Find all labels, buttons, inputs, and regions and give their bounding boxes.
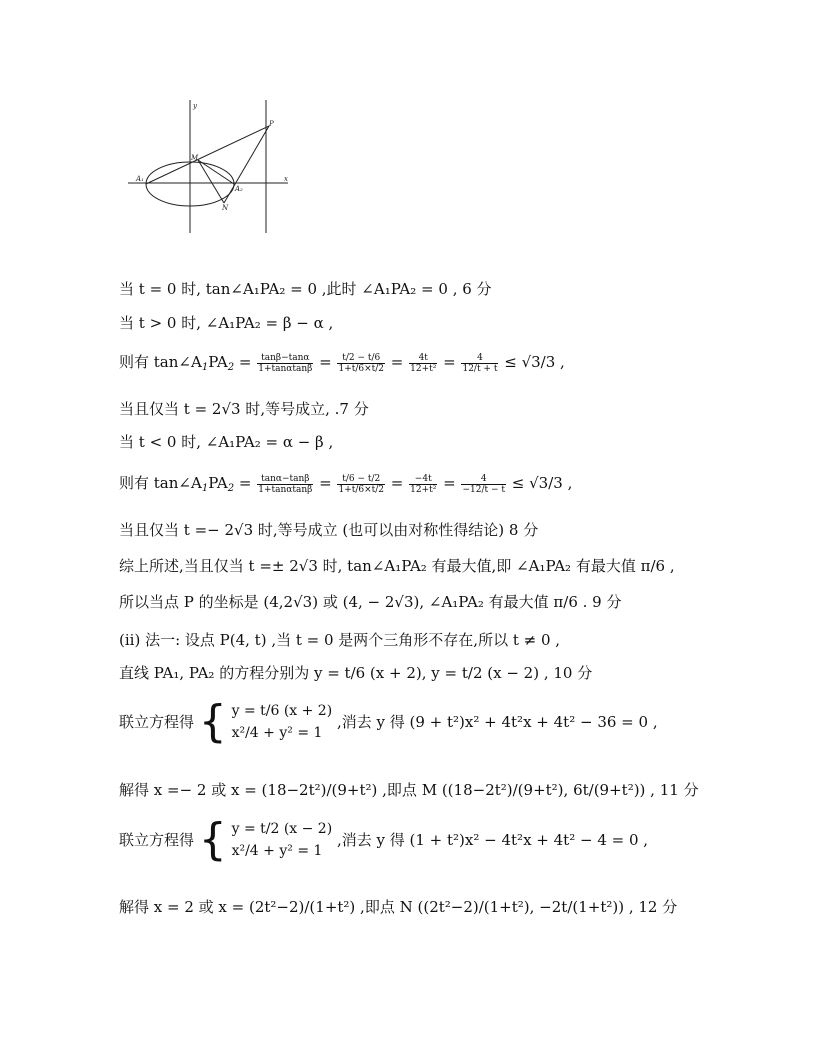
line-10: (ii) 法一: 设点 P(4, t) ,当 t = 0 是两个三角形不存在,所以 t ≠ 0 , [119,631,561,649]
line-6-tail: ≤ √3/3 , [511,474,573,492]
y-axis-label: y [193,102,197,110]
point-a1-label: A₁ [136,175,144,183]
line-6: 则有 $\tan\angle A_1PA_2$ = $\frac{\tan\alpha-\tan\beta}{1+\tan\alpha\tan\beta}$ = $\frac{t/6 - t/2}{1+t/6\times t/2}$ = $\frac{-4t}{\text{12+t²}}$ = $\frac{4}{-12/t - t}$ ≤ √3/3 , [119,473,573,495]
line-11: 直线 PA₁, PA₂ 的方程分别为 y = t/6 (x + 2), y = t/2 (x − 2) , 10 分 [119,664,593,682]
line-8: 综上所述,当且仅当 t =± 2√3 时, tan∠A₁PA₂ 有最大值,即 ∠A₁PA₂ 有最大值 π/6 , [119,557,675,575]
line-14 [119,814,649,865]
line-12 [119,696,658,747]
line-3-prefix: 则有 [119,353,150,371]
line-12-prefix: 联立方程得 [119,713,195,731]
point-a2-label: A₂ [235,185,243,193]
point-p-label: P [269,120,274,128]
line-4: 当且仅当 t = 2√3 时,等号成立, .7 分 [119,400,369,418]
line-5: 当 t < 0 时, ∠A₁PA₂ = α − β , [119,433,334,451]
line-6-prefix: 则有 [119,474,150,492]
ellipse-diagram [128,100,293,238]
point-m-label: M [191,154,199,162]
equation-system-2: y = t/2 (x − 2) x²/4 + y² = 1 [231,821,333,859]
left-brace-icon: { [198,696,227,747]
left-brace-icon: { [198,814,227,865]
line-1: 当 t = 0 时, tan∠A₁PA₂ = 0 ,此时 ∠A₁PA₂ = 0 , 6 分 [119,280,492,298]
line-2: 当 t > 0 时, ∠A₁PA₂ = β − α , [119,314,334,332]
line-m-n [198,160,224,203]
point-n-label: N [222,204,229,212]
line-3: 则有 $\tan\angle A_1PA_2$ = $\frac{\tan\beta-\tan\alpha}{1+\tan\alpha\tan\beta}$ = $\frac{t/2 - t/6}{1+t/6\times t/2}$ = $\frac{4t}{\text{12+t²}}$ = $\frac{4}{12/t + t}$ ≤ √3/3 , [119,352,565,374]
line-14-prefix: 联立方程得 [119,831,195,849]
equation-system-1: y = t/6 (x + 2) x²/4 + y² = 1 [231,703,333,741]
line-7: 当且仅当 t =− 2√3 时,等号成立 (也可以由对称性得结论) 8 分 [119,521,539,539]
line-3-tail: ≤ √3/3 , [504,353,565,371]
line-12-tail: ,消去 y 得 (9 + t²)x² + 4t²x + 4t² − 36 = 0 , [336,713,658,731]
line-14-tail: ,消去 y 得 (1 + t²)x² − 4t²x + 4t² − 4 = 0 , [336,831,649,849]
x-axis-label: x [284,175,288,183]
line-15: 解得 x = 2 或 x = (2t²−2)/(1+t²) ,即点 N ((2t²−2)/(1+t²), −2t/(1+t²)) , 12 分 [119,898,678,916]
line-13: 解得 x =− 2 或 x = (18−2t²)/(9+t²) ,即点 M ((18−2t²)/(9+t²), 6t/(9+t²)) , 11 分 [119,781,699,799]
line-n-p [224,126,269,203]
line-m-a2 [198,160,234,184]
line-9: 所以当点 P 的坐标是 (4,2√3) 或 (4, − 2√3), ∠A₁PA₂ 有最大值 π/6 . 9 分 [119,593,622,611]
